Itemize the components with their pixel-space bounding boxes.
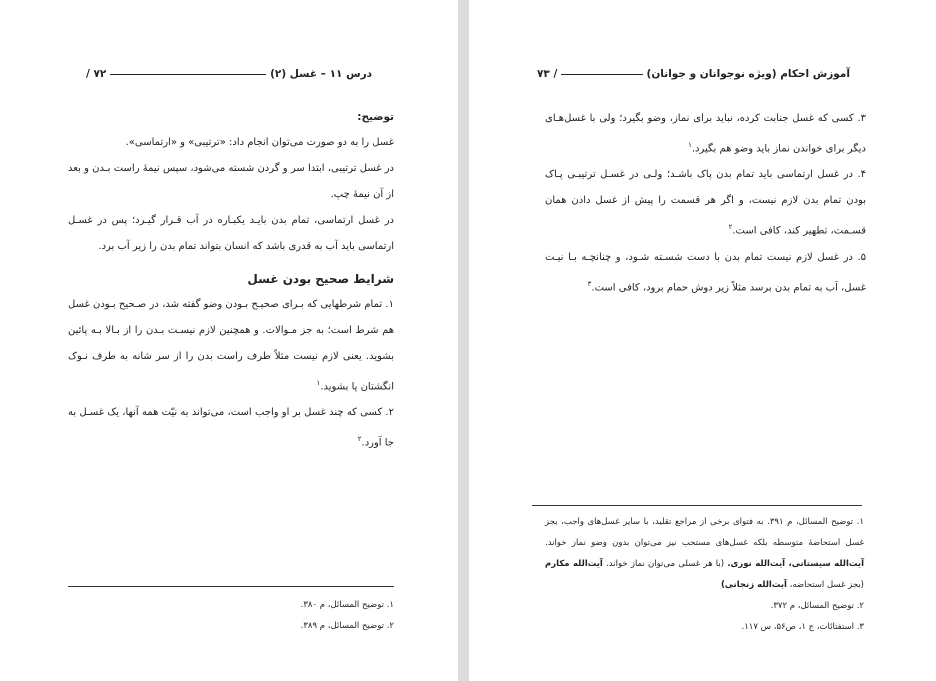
authority-names: آیت‌الله زنجانی) [721,580,787,590]
explanation-heading: توضیح: [357,111,394,123]
book-title: آموزش احکام (ویژه نوجوانان و جوانان) [646,68,850,80]
authority-names: آیت‌الله سیستانی، آیت‌الله نوری. [727,559,865,569]
page-body [545,106,866,301]
footnotes [68,595,394,637]
footnote-ref: ۲ [728,223,733,232]
footnote-ref: ۳ [587,279,592,288]
page-header [537,66,850,82]
header-rule [110,74,266,75]
authority-names: آیت‌الله مکارم [545,559,603,569]
rule-item: ۴. در غسل ارتماسی باید تمام بدن پاک باشـد؛ ولـی در غسـل ترتیبـی پـاک بودن تمام بدن لازم نیست، و اگر هر قسمت را پیش از غسل دادن همان قسـمت، تطهیر کند، کافی است.$^۲$ [545,169,866,237]
page-body [68,104,394,457]
footnote: ۱. توضیح المسائل، م ۳۸۰. [300,600,394,610]
footnote: ۳. استفتائات، ج ۱، ص۵۶، س ۱۱۷. [741,622,864,632]
paragraph: در غسل ترتیبی، ابتدا سر و گردن شسته می‌شود، سپس نیمهٔ راست بـدن و بعد از آن نیمهٔ چپ. [68,163,394,200]
footnote-ref: ۱ [316,379,321,387]
paragraph: در غسل ارتماسی، تمام بدن بایـد یکبـاره در آب قـرار گیـرد؛ پس در غسـل ارتماسی باید آب به قدری باشد که انسان بتواند تمام بدن را زیر آب برد. [68,215,394,252]
footnote: ۱. توضیح المسائل، م ۳۹۱. به فتوای برخی از مراجع تقلید، با سایر غسل‌های واجب، بجز غسل استحاضهٔ متوسطه بلکه غسل‌های مستحب نیز می‌توان بدون وضو نماز خواند. آیت‌الله سیستانی، آیت‌الله نوری. (با هر غسلی می‌توان نماز خواند. آیت‌الله مکارم (بجز غسل استحاضه، آیت‌الله زنجانی) [545,517,865,590]
footnote-rule [68,586,394,587]
page-header [86,66,372,82]
chapter-title: درس ۱۱ – غسل (۲) [270,68,372,80]
page-number: ۷۲ / [86,68,107,80]
rule-item: ۳. کسی که غسل جنابت کرده، نباید برای نماز، وضو بگیرد؛ ولی با غسل‌هـای دیگر برای خواندن نماز باید وضو هم بگیرد.$^۱$ [545,113,866,155]
page-73 [469,0,936,681]
footnote: ۲. توضیح المسائل، م ۳۸۹. [300,621,394,631]
footnote-ref: ۲ [357,435,362,444]
footnote-rule [532,505,862,506]
footnotes [545,512,864,638]
paragraph: غسل را به دو صورت می‌توان انجام داد: «ترتیبی» و «ارتماسی». [125,137,394,148]
rule-item: ۱. تمام شرطهایی که بـرای صحیـح بـودن وضو گفته شد، در صـحیح بـودن غسل هم شرط است؛ به جز مـوالات. و همچنین لازم نیسـت بـدن را از بـالا بـه پائین بشوید. یعنی لازم نیست مثلاً طرف راست بدن را از سر شانه به طرف نـوک انگشتان پا بشوید.$^۱$ [68,299,394,393]
page-72 [0,0,458,681]
page-number: / ۷۳ [537,68,558,80]
rule-item: ۲. کسی که چند غسل بر او واجب است، می‌تواند به نیّت همه آنها، یک غسـل به جا آورد.$^۲$ [68,407,394,449]
footnote-ref: ۱ [688,141,692,149]
header-rule [561,74,642,75]
section-heading: شرایط صحیح بودن غسل [247,272,394,286]
footnote: ۲. توضیح المسائل، م ۳۷۲. [770,601,864,611]
rule-item: ۵. در غسل لازم نیست تمام بدن با دست شسـته شـود، و چنانچـه بـا نیـت غسل، آب به تمام بدن برسد مثلاً زیر دوش حمام برود، کافی است.$^۳$ [545,251,866,293]
